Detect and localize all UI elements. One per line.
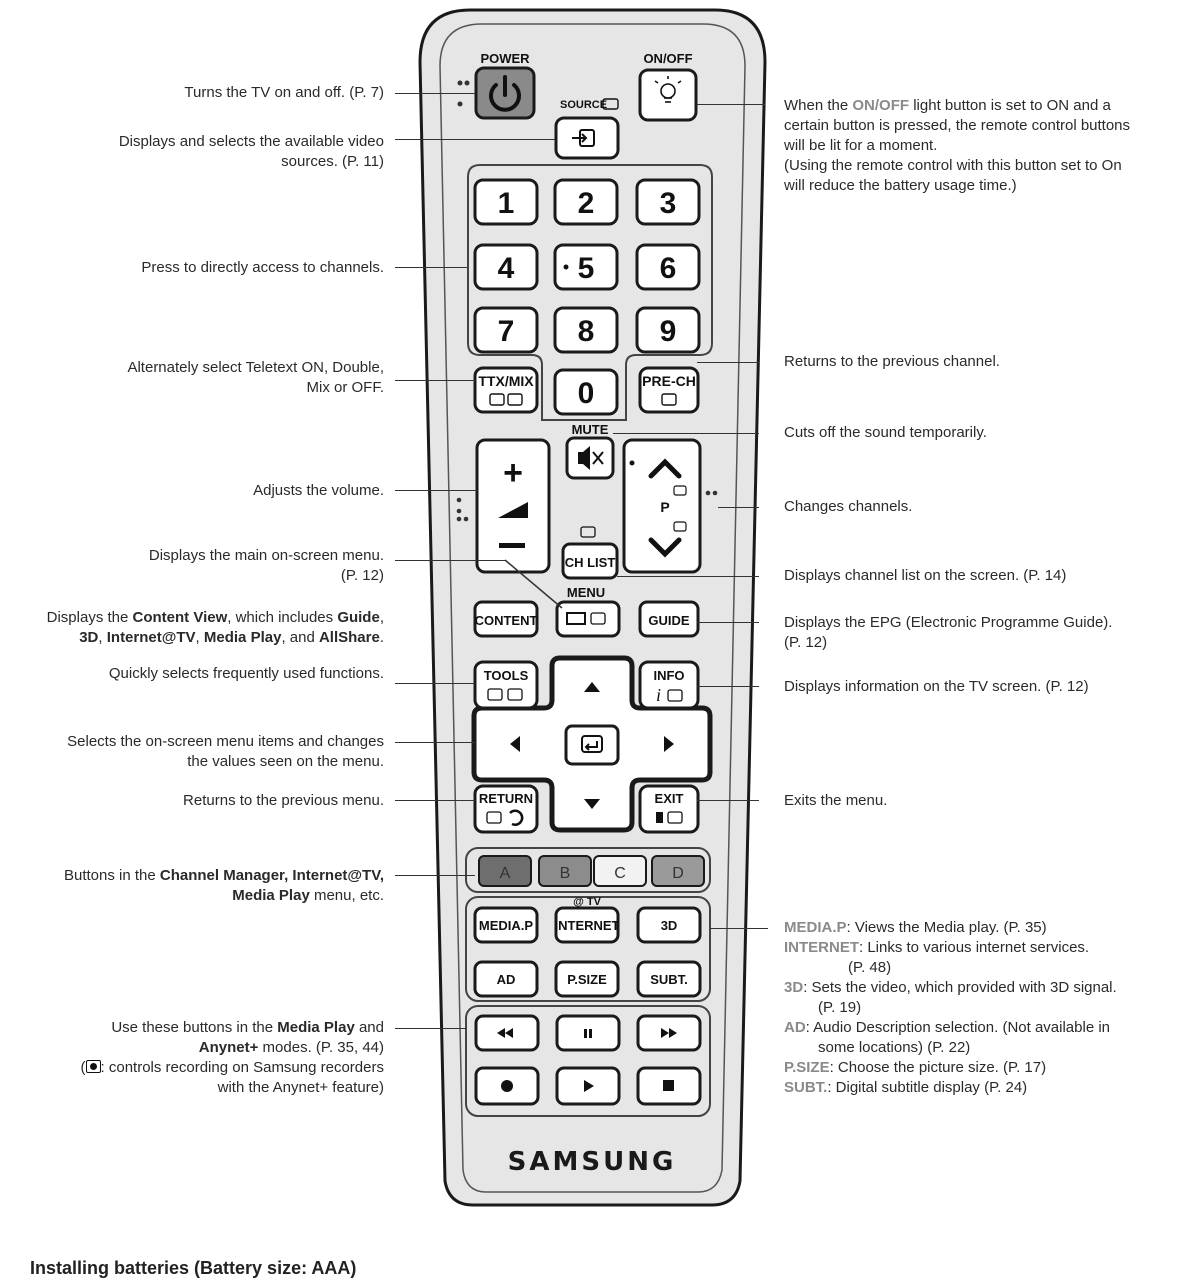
leader-line <box>395 800 475 801</box>
return-annotation: Returns to the previous menu. <box>183 792 384 809</box>
leader-line <box>697 104 765 105</box>
chlist-annotation: Displays channel list on the screen. (P. 14) <box>784 567 1067 584</box>
digit-label: 6 <box>659 252 677 285</box>
smart-buttons-annotation: MEDIA.P: Views the Media play. (P. 35) INTERNET: Links to various internet services. (P. 48) 3D: Sets the video, which provided with 3D signal. (P. 19) AD: Audio Description selection. (Not available in some locations) (P. 22) P.SIZE: Choose the picture size. (P. 17) SUBT.: Digital subtitle display (P. 24) <box>784 919 1117 1096</box>
leader-line <box>697 362 759 363</box>
color-button-label: C <box>614 865 626 882</box>
tools-label: TOOLS <box>483 668 529 683</box>
battery-section-title: Installing batteries (Battery size: AAA) <box>30 1258 357 1278</box>
channels-annotation: Press to directly access to channels. <box>141 259 384 276</box>
channel-annotation: Changes channels. <box>784 498 913 515</box>
leader-line <box>395 875 475 876</box>
ad-label: AD <box>496 972 516 987</box>
power-annotation: Turns the TV on and off. (P. 7) <box>184 84 384 101</box>
leader-line <box>395 742 475 743</box>
content-label: CONTENT <box>474 613 538 628</box>
digit-label: 5 <box>577 252 595 285</box>
mute-annotation: Cuts off the sound temporarily. <box>784 424 987 441</box>
power-label: POWER <box>480 51 530 66</box>
info-i-icon: i <box>656 685 662 705</box>
ttx-mix-label: TTX/MIX <box>478 373 534 389</box>
exit-annotation: Exits the menu. <box>784 792 888 809</box>
leader-line <box>613 433 759 434</box>
menu-label: MENU <box>566 585 606 600</box>
leader-line <box>697 800 759 801</box>
leader-line <box>697 622 759 623</box>
leader-line <box>718 507 759 508</box>
info-label: INFO <box>653 668 685 683</box>
navigation-annotation: Selects the on-screen menu items and changes the values seen on the menu. <box>67 733 384 770</box>
digit-label: 0 <box>577 377 595 410</box>
volume-up-icon[interactable]: + <box>503 454 523 492</box>
source-annotation: Displays and selects the available video sources. (P. 11) <box>118 133 384 170</box>
digit-label: 2 <box>577 187 595 220</box>
media-p-label: MEDIA.P <box>478 918 534 933</box>
at-tv-label: @ TV <box>573 896 601 908</box>
guide-label: GUIDE <box>648 613 690 628</box>
leader-line <box>617 576 759 577</box>
leader-line <box>395 683 475 684</box>
color-button-label: B <box>559 865 571 882</box>
onoff-annotation: When the ON/OFF light button is set to ON and a certain button is pressed, the remote control buttons will be lit for a moment. (Using the remote control with this button set to On will reduce the battery usage time.) <box>784 97 1131 194</box>
tools-annotation: Quickly selects frequently used functions. <box>108 665 384 682</box>
record-icon <box>86 1060 101 1073</box>
content-annotation: Displays the Content View, which includes Guide, 3D, Internet@TV, Media Play, and AllShare. <box>46 609 384 646</box>
return-label: RETURN <box>478 791 534 806</box>
digit-label: 3 <box>659 187 677 220</box>
menu-annotation: Displays the main on-screen menu. (P. 12) <box>148 547 384 584</box>
volume-annotation: Adjusts the volume. <box>253 482 384 499</box>
source-label: SOURCE <box>560 99 608 111</box>
leader-line <box>697 686 759 687</box>
digit-label: 1 <box>497 187 515 220</box>
ttx-annotation: Alternately select Teletext ON, Double, Mix or OFF. <box>127 359 384 396</box>
pre-ch-label: PRE-CH <box>642 373 696 389</box>
media-buttons-annotation: Use these buttons in the Media Play and Anynet+ modes. (P. 35, 44) ( : controls recording on Samsung recorders with the Anynet+ feature) <box>80 1019 384 1096</box>
digit-label: 9 <box>659 315 677 348</box>
leader-line <box>710 928 768 929</box>
exit-label: EXIT <box>654 791 684 806</box>
color-button-label: A <box>499 865 511 882</box>
color-buttons-annotation: Buttons in the Channel Manager, Internet@TV, Media Play menu, etc. <box>63 867 384 904</box>
internet-label: INTERNET <box>554 918 620 933</box>
3d-label: 3D <box>660 918 678 933</box>
samsung-logo: SAMSUNG <box>507 1147 677 1177</box>
guide-annotation: Displays the EPG (Electronic Programme Guide). (P. 12) <box>784 614 1113 651</box>
digit-label: 8 <box>577 315 595 348</box>
digit-label: 4 <box>497 252 515 285</box>
p-label: P <box>660 499 670 515</box>
mute-label: MUTE <box>571 422 609 437</box>
color-button-label: D <box>672 865 684 882</box>
digit-label: 7 <box>497 315 515 348</box>
prech-annotation: Returns to the previous channel. <box>784 353 1000 370</box>
ch-list-label: CH LIST <box>564 555 616 570</box>
onoff-label: ON/OFF <box>643 51 693 66</box>
info-annotation: Displays information on the TV screen. (P. 12) <box>784 678 1089 695</box>
p-size-label: P.SIZE <box>567 972 607 987</box>
leader-line <box>395 1028 467 1029</box>
subt-label: SUBT. <box>650 972 688 987</box>
